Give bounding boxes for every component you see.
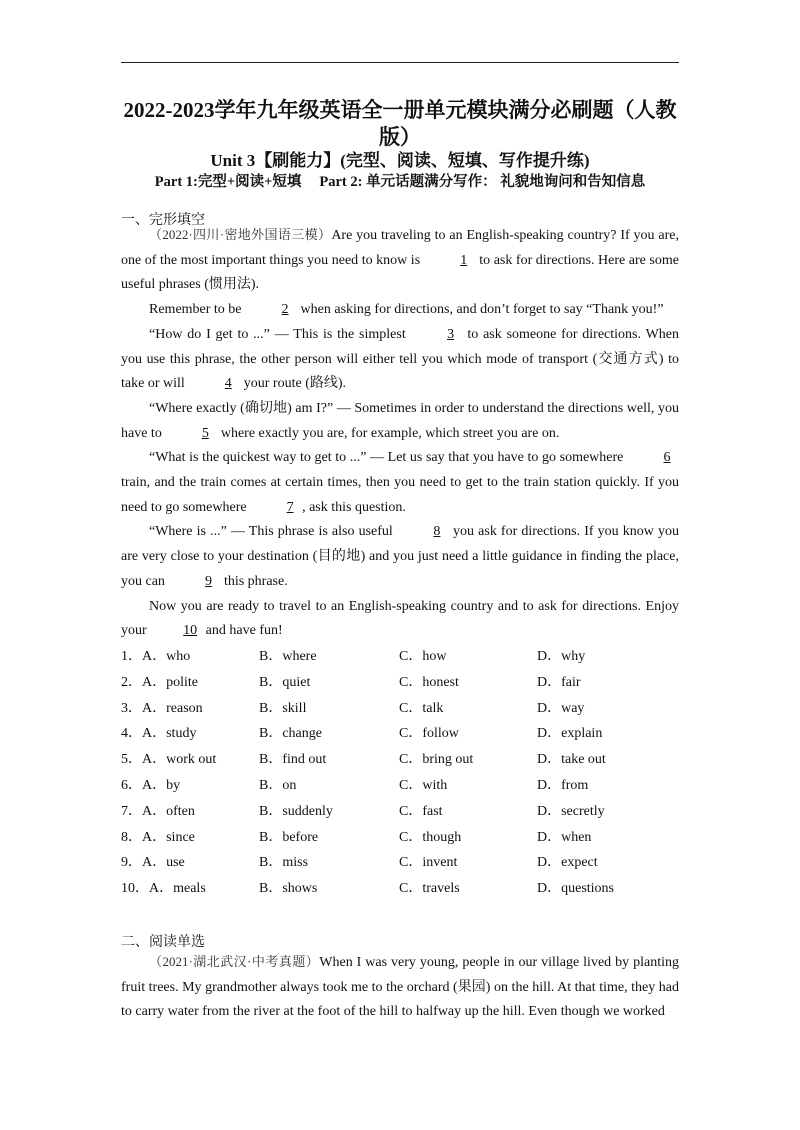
document-title: 2022-2023学年九年级英语全一册单元模块满分必刷题（人教 版） — [123, 98, 677, 149]
header-rule — [121, 62, 679, 63]
source-note-2: （2021·湖北武汉·中考真题） — [149, 954, 320, 969]
option-row-4: 4．A．study B．change C．follow D．explain — [121, 726, 603, 742]
option-row-8: 8．A．since B．before C．though D．when — [121, 829, 592, 845]
option-row-6: 6．A．by B．on C．with D．from — [121, 777, 589, 793]
section-cloze-heading: 一、完形填空 — [121, 213, 205, 228]
blank-7: 7 — [286, 499, 294, 515]
option-row-10: 10．A．meals B．shows C．travels D．questions — [121, 881, 614, 897]
answer-options — [121, 645, 681, 903]
option-row-1: 1．A．who B．where C．how D．why — [121, 649, 586, 664]
blank-1: 1 — [460, 252, 468, 268]
option-row-7: 7．A．often B．suddenly C．fast D．secretly — [121, 803, 605, 819]
reading-passage: （2021·湖北武汉·中考真题）When I was very young, people in our village lived by planting fruit trees. My grandmother always took me to the orchard (果园) on the hill. At that time, they had to carry water from the river at the foot of the hill to halfway up the hill. Even though we worked — [121, 954, 679, 1020]
option-row-5: 5．A．work out B．find out C．bring out D．take out — [121, 752, 606, 768]
blank-5: 5 — [201, 425, 209, 441]
blank-4: 4 — [224, 376, 232, 392]
source-note: （2022·四川·密地外国语三模） — [149, 227, 332, 242]
blank-2: 2 — [281, 302, 289, 318]
blank-8: 8 — [433, 524, 441, 540]
blank-10: 10 — [183, 623, 198, 639]
cloze-passage: （2022·四川·密地外国语三模）Are you traveling to an English-speaking country? If you are, one of the most important things you need to know is 1 to ask for directions. Here are some useful phrases (惯用法). Remember to be 2 when asking for directions, and don’t forget to say “Thank you!” “How do I get to ...” — This is the simplest 3 to ask someone for directions. When you use this phrase, the other person will either tell you which mode of transport (交通方式) to take or will 4 your route (路线). “Where exactly (确切地) am I?” — Sometimes in order to understand the directions well, you have to 5 where exactly you are, for example, which street you are on. “What is the quickest way to get to ...” — Let us say that you have to go somewhere 6 train, and the train comes at certain times, then you need to get to the train station quickly. If you need to go somewhere 7 , ask this question. “Where is ...” — This phrase is also useful 8 you ask for directions. If you know you are very close to your destination (目的地) and you just need a little guidance in finding the place, you can 9 this phrase. Now you are ready to travel to an English-speaking country and to ask for directions. Enjoy your 10 and have fun! — [121, 223, 679, 644]
option-row-9: 9．A．use B．miss C．invent D．expect — [121, 855, 598, 871]
blank-9: 9 — [204, 573, 212, 589]
blank-6: 6 — [663, 450, 671, 466]
option-row-2: 2．A．polite B．quiet C．honest D．fair — [121, 674, 581, 690]
document-parts: Part 1:完型+阅读+短填 Part 2: 单元话题满分写作： 礼貌地询问和告知信息 — [154, 174, 646, 190]
blank-3: 3 — [447, 326, 455, 342]
section-reading-heading: 二、阅读单选 — [121, 935, 205, 950]
document-subtitle: Unit 3【刷能力】(完型、阅读、短填、写作提升练) — [210, 151, 590, 170]
option-row-3: 3．A．reason B．skill C．talk D．way — [121, 700, 585, 716]
